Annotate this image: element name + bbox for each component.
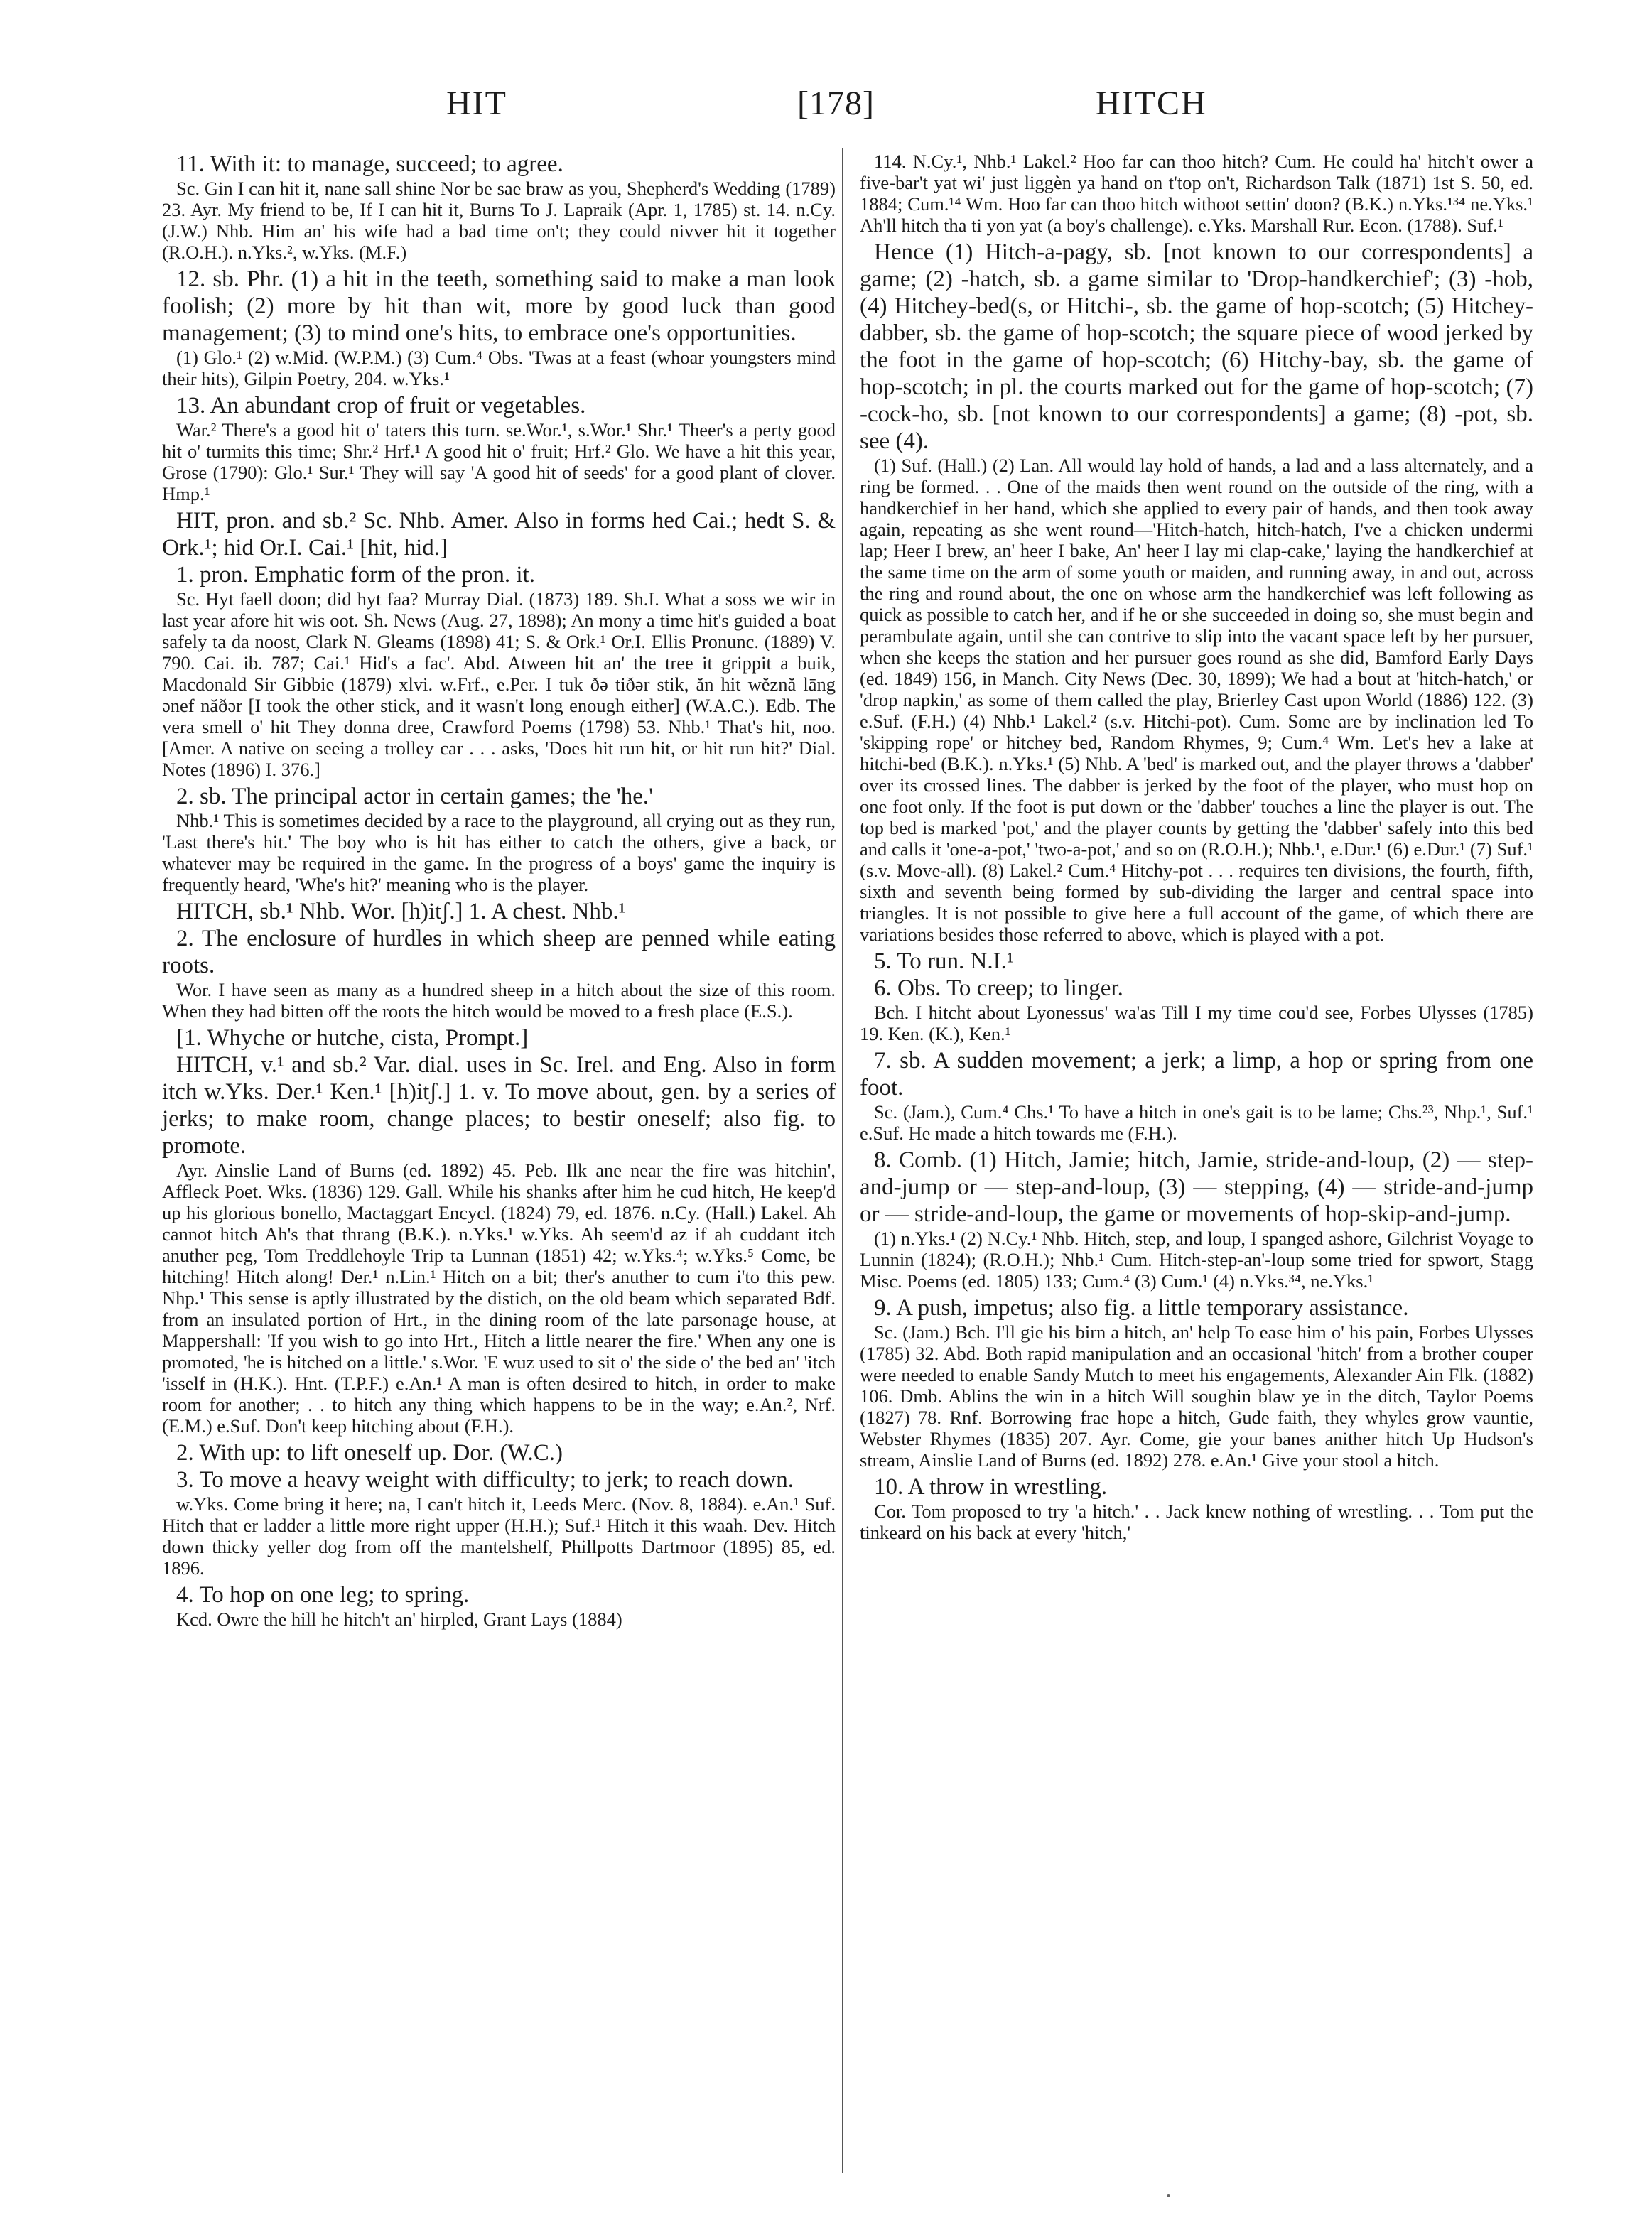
right-sense-line: 8. Comb. (1) Hitch, Jamie; hitch, Jamie, stride-and-loup, (2) — step-and-jump or — step-and-loup, (3) — stepping, (4) — stride-and-jump or — stride-and-loup, the game or movements of hop-skip-and-jump. <box>860 1147 1533 1227</box>
right-citation-block: Bch. I hitcht about Lyonessus' wa'as Till I my time cou'd see, Forbes Ulysses (1785) 19. Ken. (K.), Ken.¹ <box>860 1002 1533 1044</box>
right-citation-block: Sc. (Jam.), Cum.⁴ Chs.¹ To have a hitch in one's gait is to be lame; Chs.²³, Nhp.¹, Suf.¹ e.Suf. He made a hitch towards me (F.H.). <box>860 1101 1533 1144</box>
right-sense-line: 6. Obs. To creep; to linger. <box>874 975 1123 1001</box>
right-column <box>860 151 1533 1546</box>
right-sense-line: 10. A throw in wrestling. <box>874 1474 1108 1500</box>
left-sense-line: HITCH, v.¹ and sb.² Var. dial. uses in Sc. Irel. and Eng. Also in form itch w.Yks. Der.¹ Ken.¹ [h)itʃ.] 1. v. To move about, gen. by a series of jerks; to make room, change places; to bestir oneself; also fig. to promote. <box>162 1052 836 1159</box>
right-citation-block: Cor. Tom proposed to try 'a hitch.' . . Jack knew nothing of wrestling. . . Tom put the tinkeard on his back at every 'hitch,' <box>860 1500 1533 1543</box>
left-sense-line: 2. The enclosure of hurdles in which sheep are penned while eating roots. <box>162 926 836 978</box>
left-sense-line: 1. pron. Emphatic form of the pron. it. <box>176 562 535 588</box>
left-sense-line: 3. To move a heavy weight with difficulty; to jerk; to reach down. <box>176 1467 794 1493</box>
running-head-right: HITCH <box>1096 85 1207 122</box>
left-citation-block: w.Yks. Come bring it here; na, I can't hitch it, Leeds Merc. (Nov. 8, 1884). e.An.¹ Suf. Hitch that er ladder a little more right upper (H.H.); Suf.¹ Hitch it this waah. Dev. Hitch down thicky yeller dog from off the mantelshelf, Phillpotts Dartmoor (1895) 85, ed. 1896. <box>162 1493 836 1579</box>
left-citation-block: Sc. Hyt faell doon; did hyt faa? Murray Dial. (1873) 189. Sh.I. What a soss we wir in last year afore hit wis oot. Sh. News (Aug. 27, 1898); An mony a time hit's guided a boat safely ta da noost, Clark N. Gleams (1898) 41; S. & Ork.¹ Or.I. Ellis Pronunc. (1889) V. 790. Cai. ib. 787; Cai.¹ Hid's a fac'. Abd. Atween hit an' the tree it grippit a buik, Macdonald Sir Gibbie (1879) xlvi. w.Frf., e.Per. I tuk ðə tiðər stik, ăn hit wĕznă lāng ənef năðər [I took the other stick, and it wasn't long enough either] (W.A.C.). Edb. The vera smell o' hit They donna dree, Crawford Poems (1798) 53. Nhb.¹ That's hit, noo. [Amer. A native on seeing a trolley car . . . asks, 'Does hit run hit, or hit run hit?' Dial. Notes (1896) I. 376.] <box>162 588 836 780</box>
page-speck <box>1167 2194 1170 2197</box>
left-citation-block: Wor. I have seen as many as a hundred sheep in a hitch about the size of this room. When they had bitten off the roots the hitch would be moved to a fresh place (E.S.). <box>162 979 836 1022</box>
running-head-left: HIT <box>446 85 507 122</box>
right-citation-block: Sc. (Jam.) Bch. I'll gie his birn a hitch, an' help To ease him o' his pain, Forbes Ulysses (1785) 32. Abd. Both rapid manipulation and an occasional 'hitch' from a brother couper were needed to enable Sandy Mutch to meet his engagements, Alexander Ain Flk. (1882) 106. Dmb. Ablins the win in a hitch Will soughin blaw ye in the ditch, Taylor Poems (1827) 78. Rnf. Borrowing frae hope a hitch, Gude faith, they whyles grow vauntie, Webster Rhymes (1835) 207. Ayr. Come, gie your banes anither hitch Up Hudson's stream, Ainslie Land of Burns (ed. 1892) 278. e.An.¹ Give your stool a hitch. <box>860 1321 1533 1471</box>
left-citation-block: Nhb.¹ This is sometimes decided by a race to the playground, all crying out as they run, 'Last there's hit.' The boy who is hit has either to catch the others, give a back, or whatever may be required in the game. In the progress of a boys' game the inquiry is frequently heard, 'Whe's hit?' meaning who is the player. <box>162 810 836 895</box>
column-divider <box>842 148 843 2173</box>
right-sense-line: 7. sb. A sudden movement; a jerk; a limp, a hop or spring from one foot. <box>860 1048 1533 1100</box>
right-sense-line: Hence (1) Hitch-a-pagy, sb. [not known to our correspondents] a game; (2) -hatch, sb. a game similar to 'Drop-handkerchief'; (3) -hob, (4) Hitchey-bed(s, or Hitchi-, sb. the game of hop-scotch; (5) Hitchey-dabber, sb. the game of hop-scotch; the square piece of wood jerked by the foot in the game of hop-scotch; (6) Hitchy-bay, sb. the game of hop-scotch; in pl. the courts marked out for the game of hop-scotch; (7) -cock-ho, sb. [not known to our correspondents] a game; (8) -pot, sb. see (4). <box>860 239 1533 454</box>
left-sense-line: 11. With it: to manage, succeed; to agree. <box>176 151 563 177</box>
right-sense-line: 9. A push, impetus; also fig. a little temporary assistance. <box>874 1295 1409 1321</box>
left-citation-block: Kcd. Owre the hill he hitch't an' hirpled, Grant Lays (1884) <box>176 1608 622 1630</box>
left-sense-line: [1. Whyche or hutche, cista, Prompt.] <box>176 1025 529 1051</box>
left-sense-line: 4. To hop on one leg; to spring. <box>176 1582 470 1608</box>
left-citation-block: Sc. Gin I can hit it, nane sall shine Nor be sae braw as you, Shepherd's Wedding (1789) 23. Ayr. My friend to be, If I can hit it, Burns To J. Lapraik (Apr. 1, 1785) st. 14. n.Cy. (J.W.) Nhb. Him an' his wife had a bad time on't; they could nivver hit it together (R.O.H.). n.Yks.², w.Yks. (M.F.) <box>162 178 836 263</box>
page-header <box>0 84 1652 134</box>
left-sense-line: 13. An abundant crop of fruit or vegetables. <box>176 393 586 418</box>
left-sense-line: HITCH, sb.¹ Nhb. Wor. [h)itʃ.] 1. A chest. Nhb.¹ <box>176 899 626 924</box>
left-sense-line: 2. sb. The principal actor in certain games; the 'he.' <box>176 784 654 809</box>
page-number: [178] <box>797 85 875 122</box>
left-citation-block: Ayr. Ainslie Land of Burns (ed. 1892) 45. Peb. Ilk ane near the fire was hitchin', Affleck Poet. Wks. (1836) 129. Gall. While his shanks after him he cud hitch, He keep'd up his glorious bonello, Mactaggart Encycl. (1824) 79, ed. 1876. n.Cy. (Hall.) Lakel. Ah cannot hitch Ah's that thrang (B.K.). n.Yks.¹ w.Yks. Ah seem'd az if ah cuddant itch anuther peg, Tom Treddlehoyle Trip ta Lunnan (1851) 42; w.Yks.⁴; w.Yks.⁵ Come, be hitching! Hitch along! Der.¹ n.Lin.¹ Hitch on a bit; ther's anuther to cum i'to this pew. Nhp.¹ This sense is aptly illustrated by the distich, on the old beam which separated Bdf. from an insulated portion of Hrt., in the dining room of the late parsonage house, at Mappershall: 'If you wish to go into Hrt., Hitch a little nearer the fire.' When any one is promoted, 'he is hitched on a little.' s.Wor. 'E wuz used to sit o' the side o' the bed an' 'itch 'isself in (H.K.). Hnt. (T.P.F.) e.An.¹ A man is often desired to hitch, in order to make room for another; . . to hitch any thing which happens to be in the way; e.An.², Nrf. (E.M.) e.Suf. Don't keep hitching about (F.H.). <box>162 1159 836 1437</box>
left-sense-line: 2. With up: to lift oneself up. Dor. (W.C.) <box>176 1440 563 1466</box>
right-citation-block: 114. N.Cy.¹, Nhb.¹ Lakel.² Hoo far can thoo hitch? Cum. He could ha' hitch't ower a five-bar't yat wi' just liggèn ya hand on t'top on't, Richardson Talk (1871) 1st S. 50, ed. 1884; Cum.¹⁴ Wm. Hoo far can thoo hitch withoot settin' doon? (B.K.) n.Yks.¹³⁴ ne.Yks.¹ Ah'll hitch tha ti yon yat (a boy's challenge). e.Yks. Marshall Rur. Econ. (1788). Suf.¹ <box>860 151 1533 236</box>
right-citation-block: (1) Suf. (Hall.) (2) Lan. All would lay hold of hands, a lad and a lass alternately, and a ring be formed. . . One of the maids then went round on the outside of the ring, with a handkerchief in her hand, which she applied to every pair of hands, and then took away again, repeating as she went round—'Hitch-hatch, hitch-hatch, I've a chicken undermi lap; Heer I brew, an' heer I bake, An' heer I lay mi clap-cake,' laying the handkerchief at the same time on the arm of some youth or maiden, and running away, in and out, across the ring and round about, the one on whose arm the handkerchief was left following as quick as possible to catch her, and if he or she succeeded in doing so, she must begin and perambulate again, until she can contrive to slip into the vacant space left by her pursuer, when she keeps the station and her pursuer goes round as she did, Bamford Early Days (ed. 1849) 156, in Manch. City News (Dec. 30, 1899); We had a bout at 'hitch-hatch,' or 'drop napkin,' as some of them called the play, Brierley Cast upon World (1886) 122. (3) e.Suf. (F.H.) (4) Nhb.¹ Lakel.² (s.v. Hitchi-pot). Cum. Some are by inclination led To 'skipping rope' or hitchey bed, Random Rhymes, 9; Cum.⁴ Wm. Let's hev a lake at hitchi-bed (B.K.). n.Yks.¹ (5) Nhb. A 'bed' is marked out, and the player throws a 'dabber' over its crossed lines. The dabber is jerked by the foot of the player, who must hop on one foot only. If the foot is put down or the 'dabber' touches a line the player is out. The top bed is marked 'pot,' and the player counts by getting the 'dabber' safely into this bed and calls it 'one-a-pot,' 'two-a-pot,' and so on (R.O.H.); Nhb.¹, e.Dur.¹ (6) e.Dur.¹ (7) Suf.¹ (s.v. Move-all). (8) Lakel.² Cum.⁴ Hitchy-pot . . . requires ten divisions, the fourth, fifth, sixth and seventh being formed by sub-dividing the larger and central space into triangles. It is not possible to give here a full account of the game, of which there are variations besides those referred to above, which is played with a pot. <box>860 455 1533 945</box>
right-citation-block: (1) n.Yks.¹ (2) N.Cy.¹ Nhb. Hitch, step, and loup, I spanged ashore, Gilchrist Voyage to Lunnin (1824); (R.O.H.); Nhb.¹ Cum. Hitch-step-an'-loup some tried for spwort, Stagg Misc. Poems (ed. 1805) 133; Cum.⁴ (3) Cum.¹ (4) n.Yks.³⁴, ne.Yks.¹ <box>860 1228 1533 1292</box>
left-sense-line: 12. sb. Phr. (1) a hit in the teeth, something said to make a man look foolish; (2) more by hit than wit, more by good luck than good management; (3) to mind one's hits, to embrace one's opportunities. <box>162 266 836 346</box>
right-sense-line: 5. To run. N.I.¹ <box>874 948 1014 974</box>
left-citation-block: War.² There's a good hit o' taters this turn. se.Wor.¹, s.Wor.¹ Shr.¹ Theer's a perty good hit o' turmits this time; Shr.² Hrf.¹ A good hit o' fruit; Hrf.² Glo. We have a hit this year, Grose (1790): Glo.¹ Sur.¹ They will say 'A good hit of seeds' for a good plant of clover. Hmp.¹ <box>162 419 836 504</box>
left-sense-line: HIT, pron. and sb.² Sc. Nhb. Amer. Also in forms hed Cai.; hedt S. & Ork.¹; hid Or.I. Cai.¹ [hit, hid.] <box>162 508 836 561</box>
left-citation-block: (1) Glo.¹ (2) w.Mid. (W.P.M.) (3) Cum.⁴ Obs. 'Twas at a feast (whoar youngsters mind their hits), Gilpin Poetry, 204. w.Yks.¹ <box>162 347 836 389</box>
left-column <box>162 151 836 1633</box>
